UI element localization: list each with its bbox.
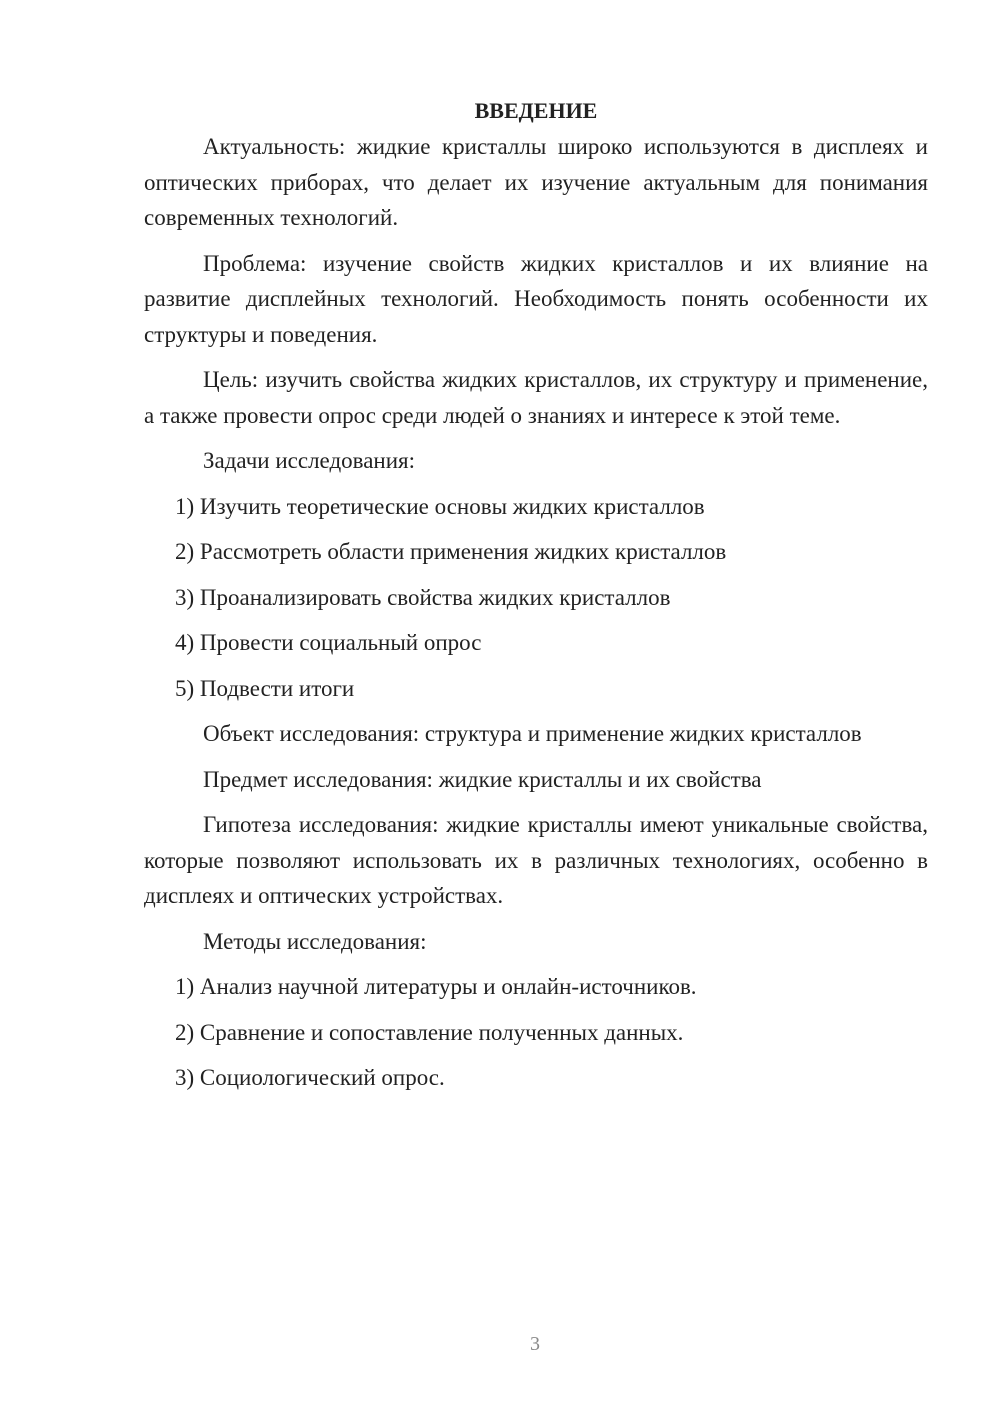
methods-heading: Методы исследования: <box>203 928 427 954</box>
tasks-heading: Задачи исследования: <box>203 448 416 473</box>
problem-paragraph: Проблема: изучение свойств жидких кристаллов и их влияние на развитие дисплейных технологий. Необходимость понять особенности их структуры и поведения. <box>144 250 928 347</box>
method-item-3: 3) Социологический опрос. <box>175 1065 445 1090</box>
subject-paragraph: Предмет исследования: жидкие кристаллы и их свойства <box>203 766 762 792</box>
task-item-3: 3) Проанализировать свойства жидких кристаллов <box>175 584 671 610</box>
page-number: 3 <box>530 1333 540 1355</box>
method-item-2: 2) Сравнение и сопоставление полученных данных. <box>175 1019 684 1045</box>
relevance-paragraph: Актуальность: жидкие кристаллы широко используются в дисплеях и оптических приборах, что делает их изучение актуальным для понимания современных технологий. <box>144 134 928 230</box>
object-paragraph: Объект исследования: структура и применение жидких кристаллов <box>203 721 862 746</box>
page-content <box>144 93 928 1106</box>
method-item-1: 1) Анализ научной литературы и онлайн-источников. <box>175 974 697 999</box>
task-item-4: 4) Провести социальный опрос <box>175 630 482 655</box>
task-item-5: 5) Подвести итоги <box>175 675 355 701</box>
hypothesis-paragraph: Гипотеза исследования: жидкие кристаллы имеют уникальные свойства, которые позволяют использовать их в различных технологиях, особенно в дисплеях и оптических устройствах. <box>144 812 928 908</box>
task-item-1: 1) Изучить теоретические основы жидких кристаллов <box>175 493 705 519</box>
task-item-2: 2) Рассмотреть области применения жидких кристаллов <box>175 539 727 564</box>
page-title: ВВЕДЕНИЕ <box>474 98 598 123</box>
goal-paragraph: Цель: изучить свойства жидких кристаллов, их структуру и применение, а также провести опрос среди людей о знаниях и интересе к этой теме. <box>144 367 928 428</box>
